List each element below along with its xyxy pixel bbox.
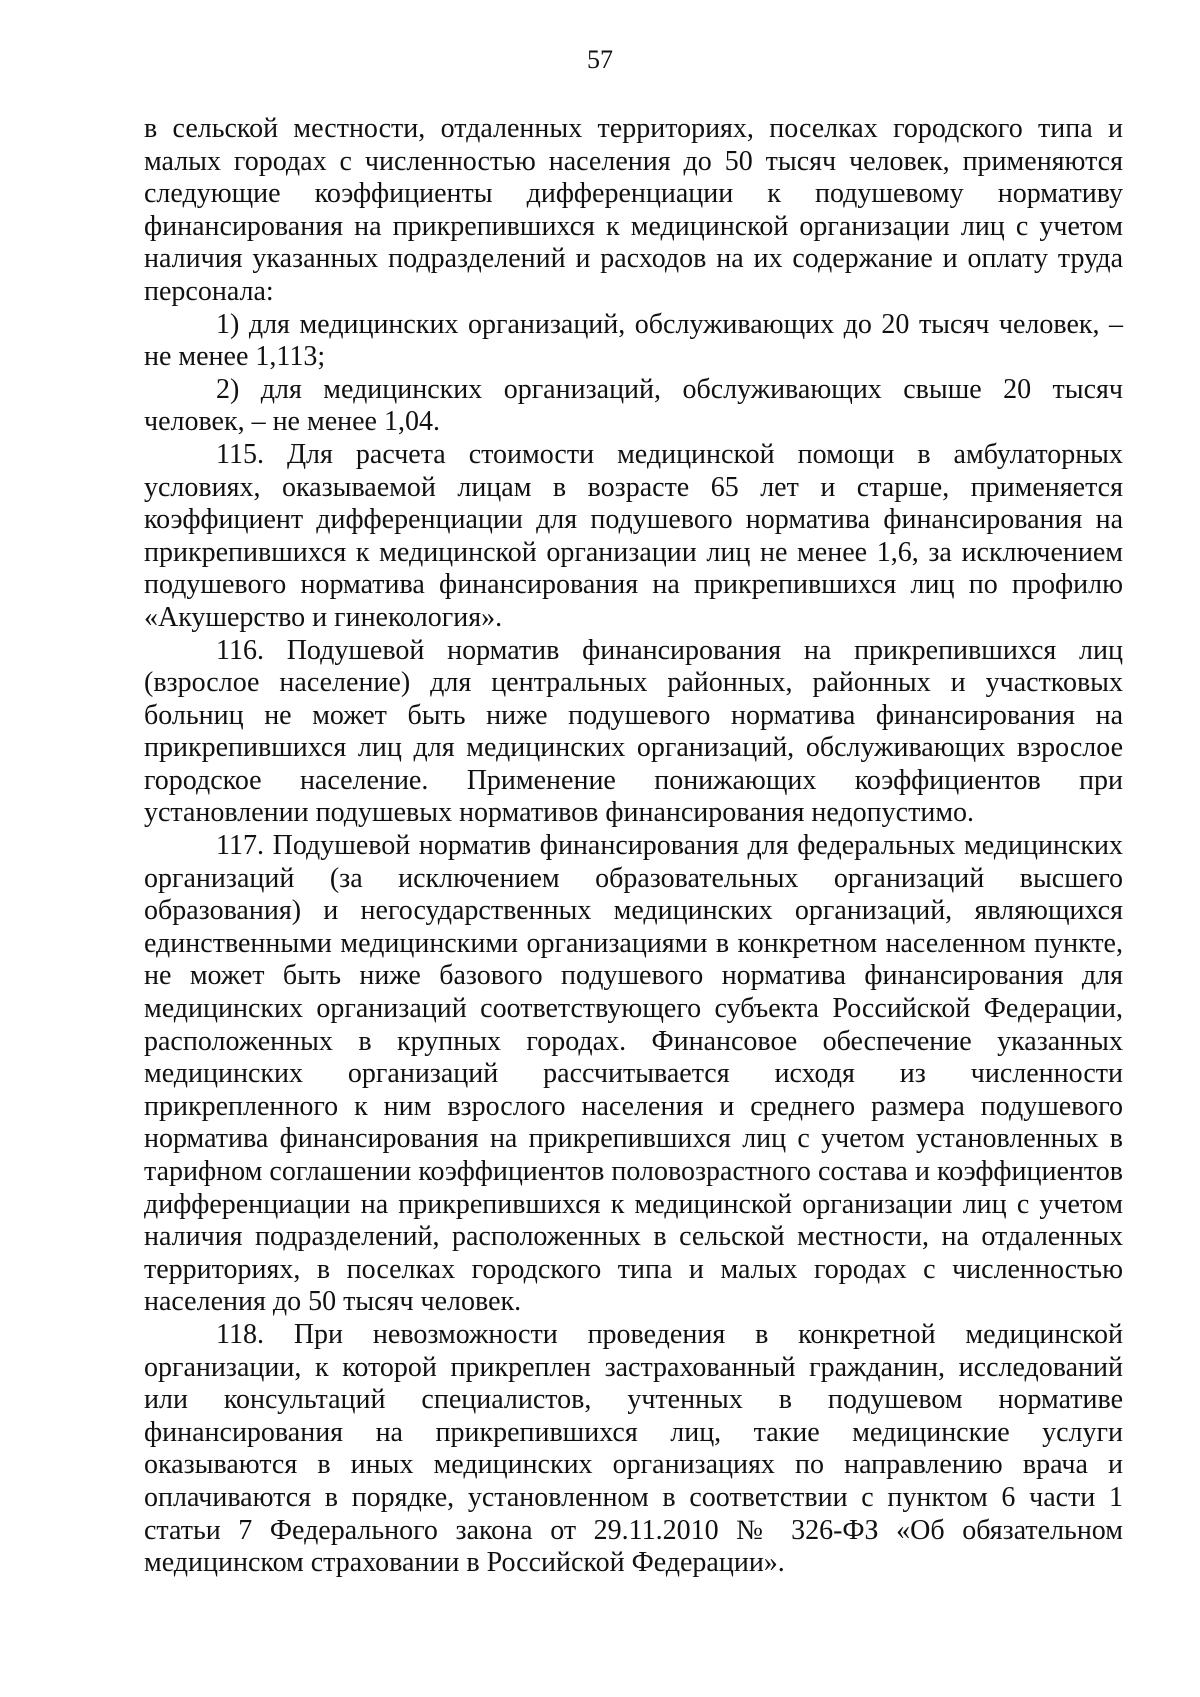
page-number: 57 — [587, 45, 613, 74]
clause-116: 116. Подушевой норматив финансирования на прикрепившихся лиц (взрослое население) для центральных районных, районных и участковых больниц не может быть ниже подушевого норматива финансирования на прикрепившихся лиц для медицинских организаций, обслуживающих взрослое городское население. Применение понижающих коэффициентов при установлении подушевых нормативов финансирования недопустимо. — [144, 634, 1123, 829]
list-item-2: 2) для медицинских организаций, обслуживающих свыше 20 тысяч человек, – не менее 1,04. — [144, 373, 1123, 438]
document-body — [144, 113, 1123, 1580]
clause-117: 117. Подушевой норматив финансирования для федеральных медицинских организаций (за исключением образовательных организаций высшего образования) и негосударственных медицинских организаций, являющихся единственными медицинскими организациями в конкретном населенном пункте, не может быть ниже базового подушевого норматива финансирования для медицинских организаций соответствующего субъекта Российской Федерации, расположенных в крупных городах. Финансовое обеспечение указанных медицинских организаций рассчитывается исходя из численности прикрепленного к ним взрослого населения и среднего размера подушевого норматива финансирования на прикрепившихся лиц с учетом установленных в тарифном соглашении коэффициентов половозрастного состава и коэффициентов дифференциации на прикрепившихся к медицинской организации лиц с учетом наличия подразделений, расположенных в сельской местности, на отдаленных территориях, в поселках городского типа и малых городах с численностью населения до 50 тысяч человек. — [144, 830, 1123, 1318]
clause-118: 118. При невозможности проведения в конкретной медицинской организации, к которой прикреплен застрахованный гражданин, исследований или консультаций специалистов, учтенных в подушевом нормативе финансирования на прикрепившихся лиц, такие медицинские услуги оказываются в иных медицинских организациях по направлению врача и оплачиваются в порядке, установленном в соответствии с пунктом 6 части 1 статьи 7 Федерального закона от 29.11.2010 № 326-ФЗ «Об обязательном медицинском страховании в Российской Федерации». — [144, 1318, 1123, 1579]
paragraph-continuation: в сельской местности, отдаленных территориях, поселках городского типа и малых городах с численностью населения до 50 тысяч человек, применяются следующие коэффициенты дифференциации к подушевому нормативу финансирования на прикрепившихся к медицинской организации лиц с учетом наличия указанных подразделений и расходов на их содержание и оплату труда персонала: — [144, 113, 1123, 307]
list-item-1: 1) для медицинских организаций, обслуживающих до 20 тысяч человек, – не менее 1,113; — [144, 308, 1123, 373]
clause-115: 115. Для расчета стоимости медицинской помощи в амбулаторных условиях, оказываемой лицам в возрасте 65 лет и старше, применяется коэффициент дифференциации для подушевого норматива финансирования на прикрепившихся к медицинской организации лиц не менее 1,6, за исключением подушевого норматива финансирования на прикрепившихся лиц по профилю «Акушерство и гинекология». — [144, 438, 1123, 633]
